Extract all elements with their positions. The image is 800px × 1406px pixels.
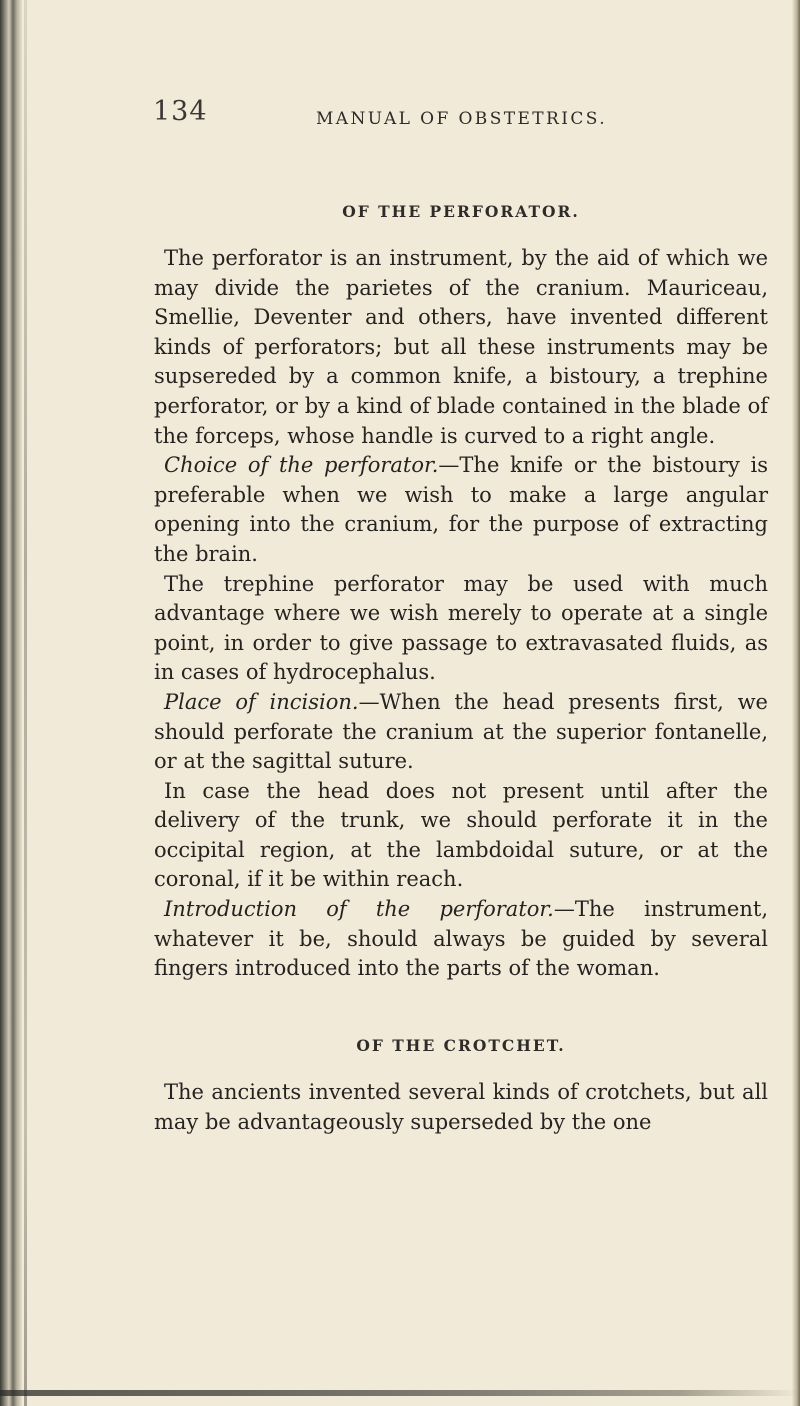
page-bottom-shadow: [0, 1390, 800, 1396]
paragraph: [154, 244, 768, 451]
section-heading-perforator: OF THE PERFORATOR.: [342, 202, 580, 221]
paragraph-text: In case the head does not present until after the delivery of the trunk, we should perforate it in the occipital region, at the lambdoidal suture, or at the coronal, if it be within reach.: [154, 778, 768, 892]
page-header: [0, 96, 800, 140]
paragraph-text: The trephine perforator may be used with much advantage where we wish merely to operate at a single point, in order to give passage to extravasated fluids, as in cases of hydrocephalus.: [154, 571, 768, 685]
paragraph-text: The perforator is an instrument, by the aid of which we may divide the parietes of the cranium. Mauriceau, Smellie, Deventer and others, have invented different kinds of perforators; but all these instruments may be supsereded by a common knife, a bistoury, a trephine perforator, or by a kind of blade contained in the blade of the forceps, whose handle is curved to a right angle.: [154, 246, 768, 448]
paragraph: [154, 777, 768, 895]
gutter-shadow-line: [24, 0, 27, 1406]
run-in-heading: Introduction of the perforator.: [164, 897, 554, 922]
paragraph-text: The ancients invented several kinds of crotchets, but all may be advantageously superseded by the one: [154, 1080, 768, 1134]
paragraph: [154, 451, 768, 569]
paragraph: [154, 688, 768, 777]
paragraph: [154, 895, 768, 984]
paragraph: [154, 570, 768, 688]
paragraph-text: —When the head presents first, we should perforate the cranium at the superior fontanelle, or at the sagittal suture.: [154, 689, 768, 774]
paragraph-text: —The knife or the bistoury is preferable when we wish to make a large angular opening into the cranium, for the purpose of extracting the brain.: [154, 453, 768, 566]
section-body-perforator: [154, 244, 768, 984]
book-gutter: [0, 0, 22, 1406]
running-title: MANUAL OF OBSTETRICS.: [316, 109, 607, 129]
paragraph-text: —The instrument, whatever it be, should always be guided by several fingers introduced into the parts of the woman.: [154, 897, 769, 981]
run-in-heading: Choice of the perforator.: [164, 453, 439, 478]
page-right-edge: [792, 0, 800, 1406]
run-in-heading: Place of incision.: [164, 689, 359, 714]
page-number: 134: [153, 96, 208, 127]
paragraph: [154, 1078, 768, 1137]
section-heading-crotchet: OF THE CROTCHET.: [356, 1036, 566, 1055]
section-body-crotchet: [154, 1078, 768, 1137]
